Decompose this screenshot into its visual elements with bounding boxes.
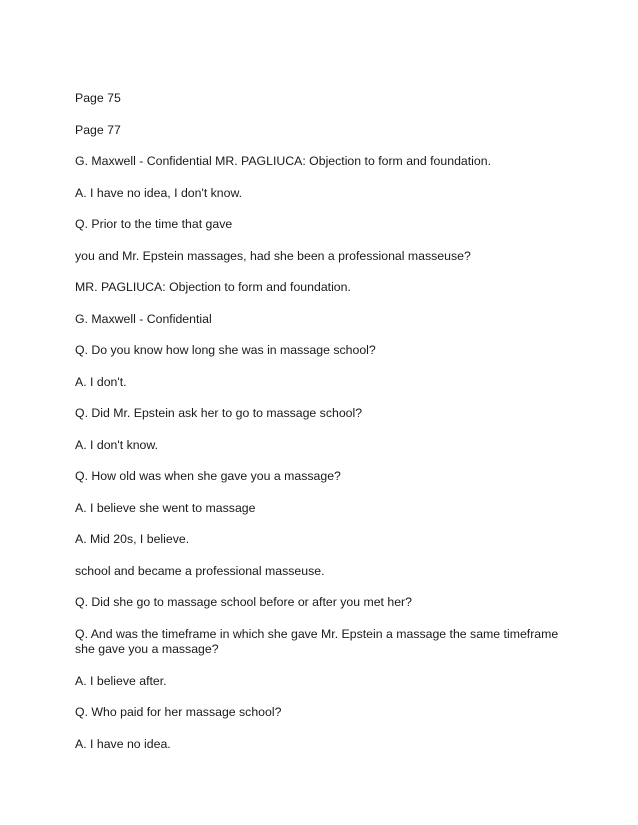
transcript-line: A. Mid 20s, I believe. bbox=[75, 532, 190, 546]
transcript-line: Q. And was the timeframe in which she gave Mr. Epstein a massage the same timeframe she gave you a massage? bbox=[75, 626, 559, 656]
transcript-line: Q. Who paid for her massage school? bbox=[75, 705, 282, 719]
transcript-line: G. Maxwell - Confidential bbox=[75, 311, 212, 326]
transcript-line: Q. Did Mr. Epstein ask her to go to massage school? bbox=[75, 406, 363, 420]
transcript-line: A. I believe she went to massage bbox=[75, 500, 256, 515]
transcript-line: Q. Do you know how long she was in massage school? bbox=[75, 343, 376, 357]
transcript-line: MR. PAGLIUCA: Objection to form and foundation. bbox=[75, 280, 351, 294]
transcript-line: school and became a professional masseuse. bbox=[75, 563, 325, 578]
transcript-line: A. I have no idea. bbox=[75, 736, 171, 751]
transcript-body bbox=[75, 91, 575, 752]
transcript-line: G. Maxwell - Confidential MR. PAGLIUCA: Objection to form and foundation. bbox=[75, 154, 491, 168]
transcript-line: A. I don't know. bbox=[75, 437, 159, 452]
transcript-line: A. I don't. bbox=[75, 374, 127, 389]
page-label: Page 77 bbox=[75, 122, 121, 137]
transcript-line: Q. Prior to the time that gave bbox=[75, 217, 233, 231]
transcript-line: Q. How old was when she gave you a massage? bbox=[75, 469, 341, 483]
transcript-line: A. I have no idea, I don't know. bbox=[75, 185, 243, 200]
transcript-line: Q. Did she go to massage school before or after you met her? bbox=[75, 595, 412, 609]
page-label: Page 75 bbox=[75, 91, 121, 105]
transcript-line: A. I believe after. bbox=[75, 673, 167, 688]
transcript-line: you and Mr. Epstein massages, had she been a professional masseuse? bbox=[75, 248, 471, 263]
